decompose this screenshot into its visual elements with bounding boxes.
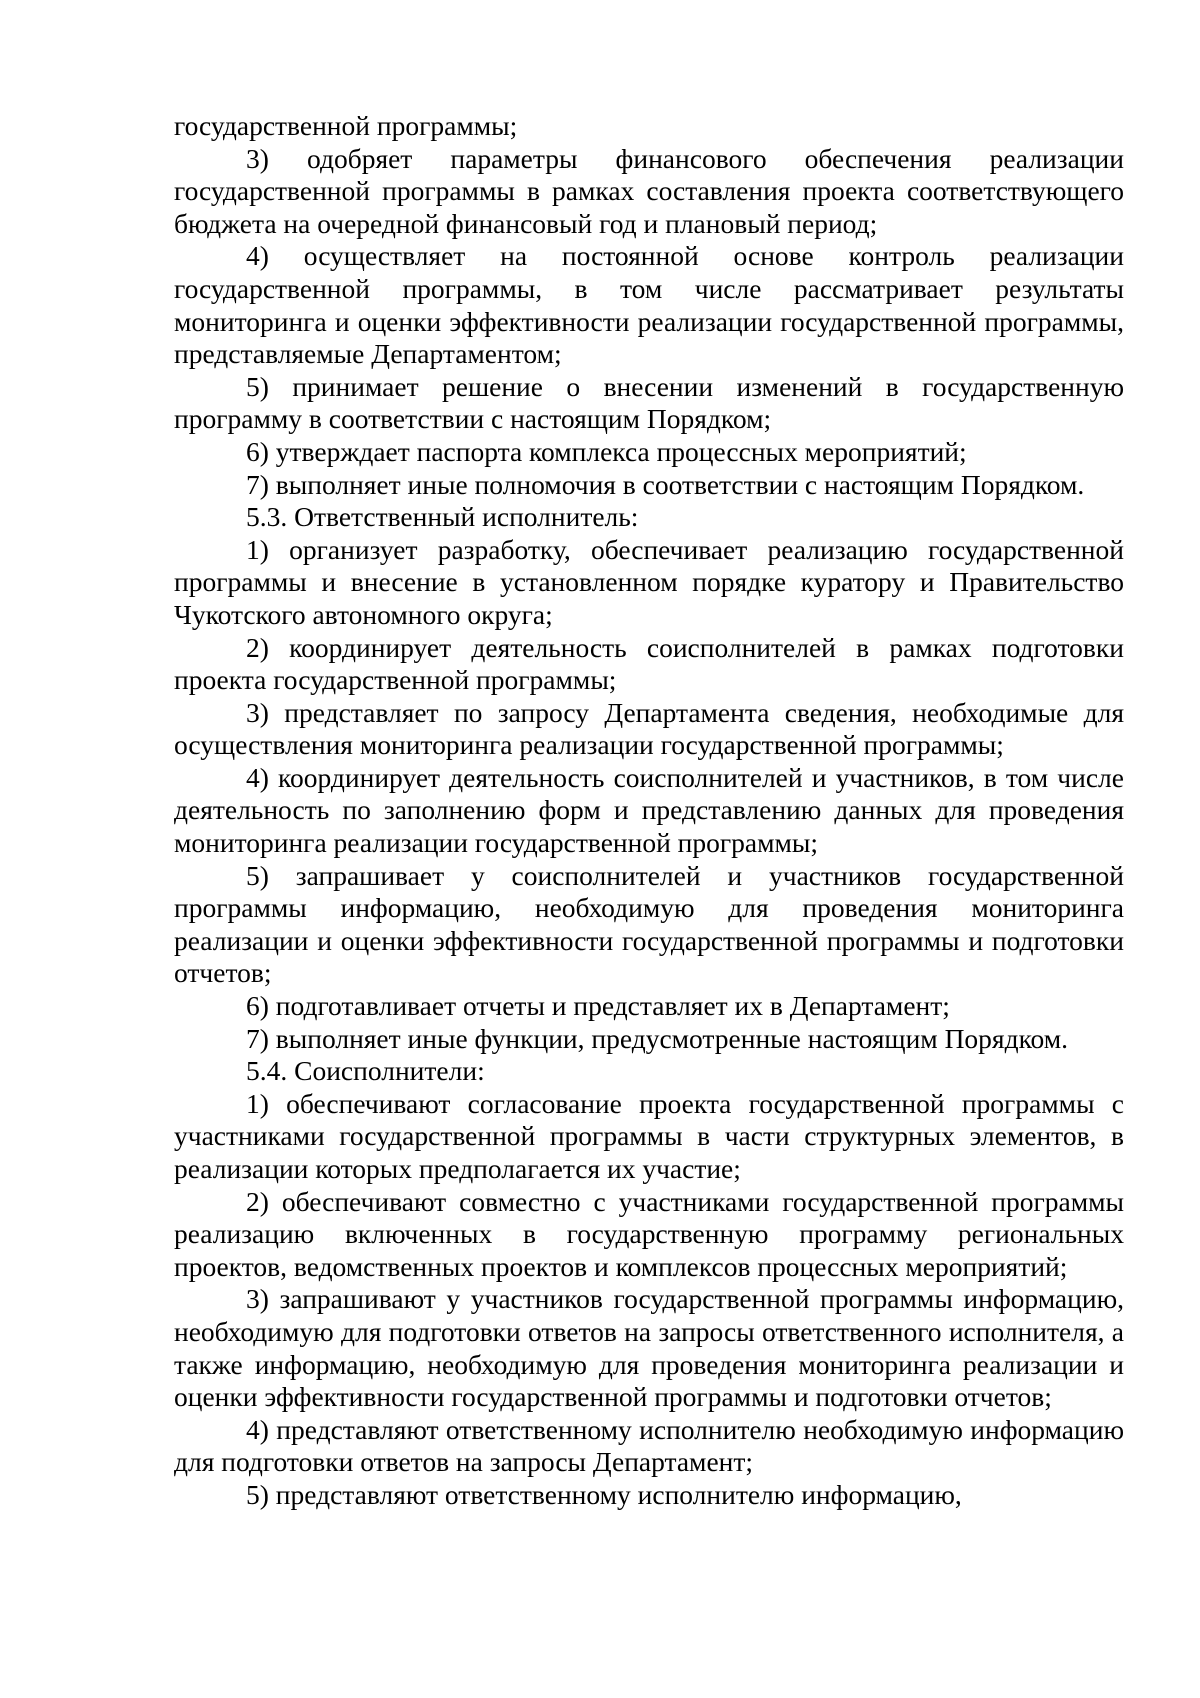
paragraph-6: 7) выполняет иные полномочия в соответствии с настоящим Порядком. <box>246 468 1085 500</box>
paragraph-11: 4) координирует деятельность соисполнителей и участников, в том числе деятельность по заполнению форм и представлению данных для проведения мониторинга реализации государственной программы; <box>174 761 1124 859</box>
paragraph-8: 1) организует разработку, обеспечивает реализацию государственной программы и внесение в установленном порядке куратору и Правительство Чукотского автономного округа; <box>174 533 1124 630</box>
paragraph-9: 2) координирует деятельность соисполнителей в рамках подготовки проекта государственной программы; <box>174 631 1124 696</box>
paragraph-4: 5) принимает решение о внесении изменений в государственную программу в соответствии с настоящим Порядком; <box>174 370 1124 435</box>
paragraph-12: 5) запрашивает у соисполнителей и участников государственной программы информацию, необходимую для проведения мониторинга реализации и оценки эффективности государственной программы и подготовки отчетов; <box>174 859 1124 989</box>
paragraph-3: 4) осуществляет на постоянной основе контроль реализации государственной программы, в том числе рассматривает результаты мониторинга и оценки эффективности реализации государственной программы, представляемые Департаментом; <box>174 240 1124 370</box>
section-heading-5-3: 5.3. Ответственный исполнитель: <box>246 501 639 533</box>
paragraph-14: 7) выполняет иные функции, предусмотренные настоящим Порядком. <box>246 1022 1069 1054</box>
document-page <box>174 110 1124 1512</box>
paragraph-13: 6) подготавливает отчеты и представляет их в Департамент; <box>246 990 950 1022</box>
paragraph-20: 5) представляют ответственному исполнителю информацию, <box>246 1478 962 1510</box>
paragraph-1: государственной программы; <box>174 110 518 141</box>
paragraph-17: 2) обеспечивают совместно с участниками государственной программы реализацию включенных в государственную программу региональных проектов, ведомственных проектов и комплексов процессных мероприятий; <box>174 1185 1124 1282</box>
paragraph-16: 1) обеспечивают согласование проекта государственной программы с участниками государственной программы в части структурных элементов, в реализации которых предполагается их участие; <box>174 1087 1124 1184</box>
paragraph-5: 6) утверждает паспорта комплекса процессных мероприятий; <box>246 435 967 467</box>
section-heading-5-4: 5.4. Соисполнители: <box>246 1055 485 1087</box>
paragraph-18: 3) запрашивают у участников государственной программы информацию, необходимую для подготовки ответов на запросы ответственного исполнителя, а также информацию, необходимую для проведения мониторинга реализации и оценки эффективности государственной программы и подготовки отчетов; <box>174 1283 1124 1413</box>
paragraph-19: 4) представляют ответственному исполнителю необходимую информацию для подготовки ответов на запросы Департамент; <box>174 1413 1124 1478</box>
paragraph-2: 3) одобряет параметры финансового обеспечения реализации государственной программы в рамках составления проекта соответствующего бюджета на очередной финансовый год и плановый период; <box>174 142 1124 239</box>
paragraph-10: 3) представляет по запросу Департамента сведения, необходимые для осуществления мониторинга реализации государственной программы; <box>174 696 1124 761</box>
